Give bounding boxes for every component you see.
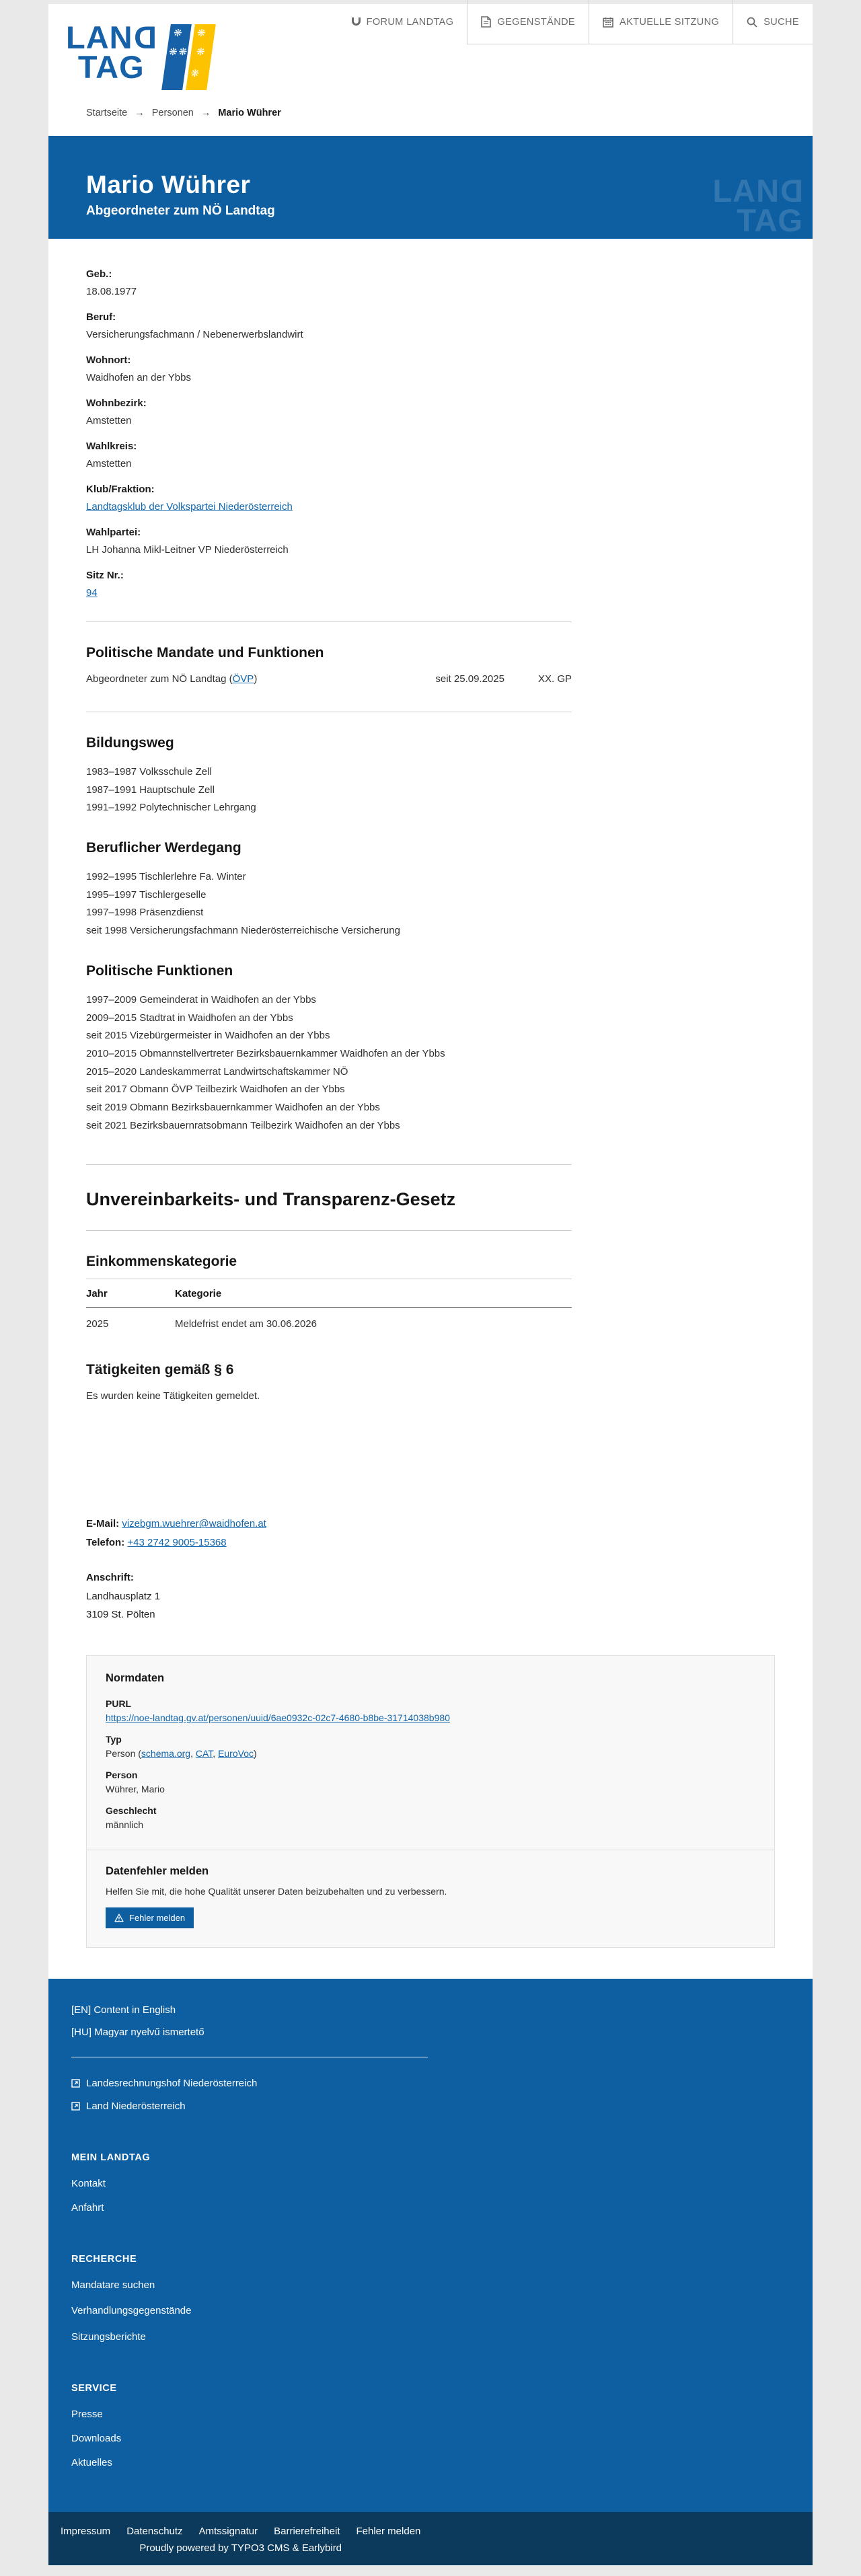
footer-group-recherche: RECHERCHE Mandatare suchen Verhandlungsgegenstände Sitzungsberichte bbox=[71, 2254, 790, 2343]
breadcrumb-personen[interactable]: Personen bbox=[151, 108, 194, 118]
divider bbox=[86, 1164, 572, 1165]
normdaten-box bbox=[86, 1655, 775, 1948]
list-item: 1992–1995 Tischlerlehre Fa. Winter bbox=[86, 871, 246, 883]
party-link[interactable]: ÖVP bbox=[232, 673, 254, 685]
footer-link-aktuelles[interactable]: Aktuelles bbox=[71, 2456, 112, 2468]
mandate-row bbox=[86, 673, 572, 685]
eagle-pattern-blue: ❋ ❋ ❋ bbox=[161, 24, 192, 90]
footer-bottom-bar bbox=[48, 2512, 813, 2565]
sitz-nr-link[interactable]: 94 bbox=[86, 586, 98, 599]
person-field: Person Wührer, Mario bbox=[106, 1770, 165, 1795]
main-content bbox=[48, 239, 813, 1967]
transparenz-heading: Unvereinbarkeits- und Transparenz-Gesetz bbox=[86, 1189, 456, 1210]
funktionen-heading: Politische Funktionen bbox=[86, 962, 233, 979]
eurovoc-link[interactable]: EuroVoc bbox=[218, 1748, 254, 1759]
normdaten-heading: Normdaten bbox=[106, 1672, 165, 1685]
top-nav bbox=[338, 0, 813, 44]
lang-link-en[interactable]: [EN] Content in English bbox=[71, 2004, 176, 2016]
logo-wordmark: LAND TAG bbox=[66, 20, 157, 85]
datenfehler-text: Helfen Sie mit, die hohe Qualität unserer Daten beizubehalten und zu verbessern. bbox=[106, 1886, 447, 1897]
nav-gegenstaende-label: GEGENSTÄNDE bbox=[497, 16, 576, 28]
lang-link-hu[interactable]: [HU] Magyar nyelvű ismertető bbox=[71, 2026, 204, 2039]
mandate-meta bbox=[435, 673, 572, 685]
warning-icon bbox=[114, 1914, 124, 1922]
typ-field: Typ Person (schema.org, CAT, EuroVoc) bbox=[106, 1734, 257, 1759]
list-item: 2009–2015 Stadtrat in Waidhofen an der Ybbs bbox=[86, 1012, 293, 1024]
footer-link-presse[interactable]: Presse bbox=[71, 2408, 103, 2420]
cell-kategorie: Meldefrist endet am 30.06.2026 bbox=[175, 1318, 317, 1330]
einkommen-heading: Einkommenskategorie bbox=[86, 1254, 572, 1279]
footer-link-verhandlungsgegenstaende[interactable]: Verhandlungsgegenstände bbox=[71, 2305, 192, 2317]
footer-link-barrierefreiheit[interactable]: Barrierefreiheit bbox=[274, 2525, 340, 2537]
list-item: 1983–1987 Volksschule Zell bbox=[86, 766, 212, 778]
table-row bbox=[86, 1308, 572, 1334]
einkommen-table bbox=[86, 1279, 572, 1334]
page-title: Mario Wührer bbox=[86, 171, 251, 198]
landtag-watermark: LAND TAG bbox=[712, 172, 803, 239]
cat-link[interactable]: CAT bbox=[195, 1748, 213, 1759]
breadcrumb-arrow-icon: → bbox=[135, 108, 145, 118]
footer-link-downloads[interactable]: Downloads bbox=[71, 2432, 122, 2444]
nav-forum-landtag[interactable] bbox=[338, 0, 467, 44]
page-subtitle: Abgeordneter zum NÖ Landtag bbox=[86, 204, 275, 218]
table-header-kategorie: Kategorie bbox=[175, 1279, 572, 1308]
table-header-jahr: Jahr bbox=[86, 1279, 175, 1308]
list-item: seit 2021 Bezirksbauernratsobmann Teilbezirk Waidhofen an der Ybbs bbox=[86, 1119, 400, 1131]
typ-value: Person (schema.org, CAT, EuroVoc) bbox=[106, 1748, 257, 1759]
cell-jahr: 2025 bbox=[86, 1318, 109, 1330]
breadcrumb-current: Mario Wührer bbox=[218, 108, 281, 118]
nav-suche[interactable] bbox=[733, 0, 813, 44]
footer-link-datenschutz[interactable]: Datenschutz bbox=[126, 2525, 183, 2537]
fehler-melden-button[interactable]: Fehler melden bbox=[106, 1907, 194, 1928]
ext-link-land-niederoesterreich[interactable]: Land Niederösterreich bbox=[71, 2100, 790, 2112]
nav-suche-label: SUCHE bbox=[763, 16, 799, 28]
content-column bbox=[86, 266, 572, 1624]
ext-link-landesrechnungshof[interactable]: Landesrechnungshof Niederösterreich bbox=[71, 2078, 790, 2089]
field-wohnbezirk: Wohnbezirk: Amstetten bbox=[86, 397, 147, 426]
divider bbox=[86, 621, 572, 622]
klub-link[interactable]: Landtagsklub der Volkspartei Niederösterreich bbox=[86, 500, 293, 513]
field-wahlpartei: Wahlpartei: LH Johanna Mikl-Leitner VP Niederösterreich bbox=[86, 527, 289, 556]
field-klub: Klub/Fraktion: Landtagsklub der Volkspartei Niederösterreich bbox=[86, 484, 293, 513]
datenfehler-heading: Datenfehler melden bbox=[106, 1865, 209, 1878]
site-header bbox=[48, 4, 813, 136]
nav-gegenstaende[interactable] bbox=[467, 0, 589, 44]
divider bbox=[86, 1230, 572, 1231]
footer-group-service: SERVICE Presse Downloads Aktuelles bbox=[71, 2383, 790, 2468]
legal-links bbox=[61, 2526, 420, 2537]
address-block: Anschrift: Landhausplatz 1 3109 St. Pölten bbox=[86, 1568, 572, 1624]
contact-block bbox=[86, 1515, 572, 1624]
nav-forum-label: FORUM LANDTAG bbox=[366, 17, 454, 28]
field-wahlkreis: Wahlkreis: Amstetten bbox=[86, 441, 137, 469]
geschlecht-field: Geschlecht männlich bbox=[106, 1805, 157, 1831]
logo-link[interactable] bbox=[66, 20, 211, 90]
landtag-logo bbox=[66, 20, 211, 90]
mandate-gp: XX. GP bbox=[537, 673, 572, 685]
mandate-heading: Politische Mandate und Funktionen bbox=[86, 645, 324, 660]
legal-wrap bbox=[61, 2526, 420, 2554]
field-beruf: Beruf: Versicherungsfachmann / Nebenerwerbslandwirt bbox=[86, 311, 303, 340]
field-geburtsdatum: Geb.: 18.08.1977 bbox=[86, 268, 137, 297]
werdegang-heading: Beruflicher Werdegang bbox=[86, 840, 241, 856]
footer-link-anfahrt[interactable]: Anfahrt bbox=[71, 2202, 104, 2214]
list-item: 1997–2009 Gemeinderat in Waidhofen an der Ybbs bbox=[86, 993, 316, 1006]
footer-group-mein-landtag: MEIN LANDTAG Kontakt Anfahrt bbox=[71, 2152, 790, 2213]
footer-link-mandatare-suchen[interactable]: Mandatare suchen bbox=[71, 2279, 155, 2291]
calendar-icon bbox=[603, 17, 613, 28]
breadcrumb bbox=[86, 108, 813, 118]
list-item: 1987–1991 Hauptschule Zell bbox=[86, 784, 215, 796]
footer-link-amtssignatur[interactable]: Amtssignatur bbox=[198, 2525, 258, 2537]
purl-link[interactable]: https://noe-landtag.gv.at/personen/uuid/6ae0932c-02c7-4680-b8be-31714038b980 bbox=[106, 1712, 450, 1724]
nav-sitzung-label: AKTUELLE SITZUNG bbox=[620, 16, 720, 28]
document-icon bbox=[481, 16, 491, 28]
taetigkeiten-text: Es wurden keine Tätigkeiten gemeldet. bbox=[86, 1390, 260, 1402]
list-item: seit 1998 Versicherungsfachmann Niederösterreichische Versicherung bbox=[86, 925, 400, 937]
page-container bbox=[48, 4, 813, 2565]
footer-main bbox=[48, 1979, 813, 2512]
list-item: seit 2019 Obmann Bezirksbauernkammer Waidhofen an der Ybbs bbox=[86, 1101, 380, 1113]
phone-link[interactable]: +43 2742 9005-15368 bbox=[127, 1537, 227, 1549]
breadcrumb-startseite[interactable]: Startseite bbox=[86, 108, 128, 118]
mandate-since: seit 25.09.2025 bbox=[435, 673, 504, 685]
footer-link-kontakt[interactable]: Kontakt bbox=[71, 2178, 106, 2190]
schema-org-link[interactable]: schema.org bbox=[141, 1748, 191, 1759]
powered-by-text: Proudly powered by TYPO3 CMS & Earlybird bbox=[139, 2542, 342, 2554]
field-wohnort: Wohnort: Waidhofen an der Ybbs bbox=[86, 354, 191, 383]
mandate-text: Abgeordneter zum NÖ Landtag (ÖVP) bbox=[86, 673, 258, 685]
email-link[interactable]: vizebgm.wuehrer@waidhofen.at bbox=[122, 1518, 266, 1530]
forum-icon bbox=[352, 17, 361, 26]
bildungsweg-heading: Bildungsweg bbox=[86, 735, 174, 751]
list-item: 1991–1992 Polytechnischer Lehrgang bbox=[86, 802, 256, 814]
field-sitz-nr: Sitz Nr.: 94 bbox=[86, 570, 124, 599]
external-link-icon bbox=[71, 2102, 80, 2111]
list-item: seit 2015 Vizebürgermeister in Waidhofen an der Ybbs bbox=[86, 1030, 330, 1042]
taetigkeiten-heading: Tätigkeiten gemäß § 6 bbox=[86, 1362, 234, 1378]
address-line: Landhausplatz 1 bbox=[86, 1590, 161, 1602]
email-line: E-Mail: vizebgm.wuehrer@waidhofen.at bbox=[86, 1518, 266, 1530]
external-link-icon bbox=[71, 2079, 80, 2088]
phone-line: Telefon: +43 2742 9005-15368 bbox=[86, 1537, 227, 1549]
list-item: 2015–2020 Landeskammerrat Landwirtschaftskammer NÖ bbox=[86, 1065, 348, 1077]
footer-link-fehler-melden[interactable]: Fehler melden bbox=[356, 2525, 421, 2537]
list-item: 1997–1998 Präsenzdienst bbox=[86, 907, 204, 919]
footer-link-impressum[interactable]: Impressum bbox=[61, 2525, 111, 2537]
address-line: 3109 St. Pölten bbox=[86, 1609, 155, 1621]
breadcrumb-arrow-icon: → bbox=[200, 108, 211, 118]
nav-aktuelle-sitzung[interactable] bbox=[589, 0, 733, 44]
search-icon bbox=[747, 17, 757, 28]
site-footer bbox=[48, 1979, 813, 2565]
list-item: 1995–1997 Tischlergeselle bbox=[86, 888, 207, 901]
logo-stripes bbox=[161, 24, 216, 90]
person-banner bbox=[48, 136, 813, 239]
list-item: seit 2017 Obmann ÖVP Teilbezirk Waidhofen an der Ybbs bbox=[86, 1084, 345, 1096]
eagle-pattern-yellow: ❋ ❋ ❋ bbox=[186, 24, 216, 90]
footer-link-sitzungsberichte[interactable]: Sitzungsberichte bbox=[71, 2331, 146, 2343]
list-item: 2010–2015 Obmannstellvertreter Bezirksbauernkammer Waidhofen an der Ybbs bbox=[86, 1047, 445, 1059]
purl-field: PURL https://noe-landtag.gv.at/personen/uuid/6ae0932c-02c7-4680-b8be-31714038b980 bbox=[106, 1698, 450, 1724]
